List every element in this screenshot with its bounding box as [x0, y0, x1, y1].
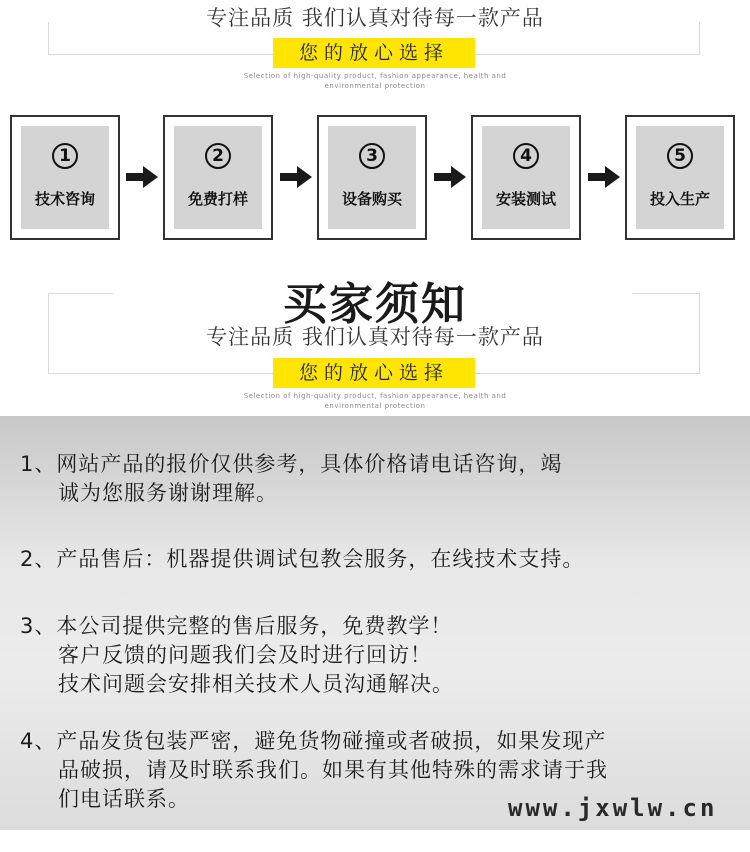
process-step-1 — [10, 115, 120, 240]
note-item-1 — [20, 450, 720, 508]
note-line: 技术问题会安排相关技术人员沟通解决。 — [58, 672, 454, 696]
step-label: 投入生产 — [649, 190, 710, 208]
notice-badge: 您的放心选择 — [273, 358, 475, 388]
process-step-panel — [482, 126, 570, 229]
step-label: 安装测试 — [495, 190, 556, 208]
arrow-right-icon — [588, 165, 620, 189]
note-item-3 — [20, 612, 720, 699]
note-item-2 — [20, 545, 720, 574]
header-badge: 您的放心选择 — [273, 38, 475, 68]
step-number-circle: 2 — [205, 143, 231, 169]
notice-tagline-line1: Selection of high-quality product, fashion appearance, health and — [243, 392, 507, 400]
step-number-circle: 3 — [359, 143, 385, 169]
process-step-panel — [636, 126, 724, 229]
arrow-right-icon — [434, 165, 466, 189]
header-tagline — [0, 71, 750, 91]
process-step-panel — [21, 126, 109, 229]
process-step-panel — [174, 126, 262, 229]
step-number-circle: 5 — [667, 143, 693, 169]
notice-subtitle: 专注品质 我们认真对待每一款产品 — [206, 325, 544, 349]
arrow-right-icon — [126, 165, 158, 189]
process-step-panel — [328, 126, 416, 229]
note-line: 客户反馈的问题我们会及时进行回访！ — [58, 643, 432, 667]
note-line: 3、本公司提供完整的售后服务，免费教学！ — [20, 614, 453, 638]
arrow-right-icon — [280, 165, 312, 189]
step-label: 技术咨询 — [34, 190, 95, 208]
step-number-circle: 1 — [52, 143, 78, 169]
process-step-5 — [625, 115, 735, 240]
process-step-3 — [317, 115, 427, 240]
notice-title: 买家须知 — [283, 279, 467, 330]
step-number-circle: 4 — [513, 143, 539, 169]
step-label: 免费打样 — [187, 190, 248, 208]
header-tagline-line1: Selection of high-quality product, fashion appearance, health and — [243, 72, 507, 80]
website-url[interactable]: www.jxwlw.cn — [508, 794, 718, 822]
notice-tagline-line2: environmental protection — [324, 402, 426, 410]
process-step-4 — [471, 115, 581, 240]
note-line: 4、产品发货包装严密，避免货物碰撞或者破损，如果发现产 — [20, 729, 607, 753]
process-step-2 — [163, 115, 273, 240]
header-tagline-line2: environmental protection — [324, 82, 426, 90]
notice-tagline — [0, 391, 750, 411]
note-line: 1、网站产品的报价仅供参考，具体价格请电话咨询，竭 — [20, 452, 563, 476]
note-line: 品破损，请及时联系我们。如果有其他特殊的需求请于我 — [58, 758, 608, 782]
header-subtitle: 专注品质 我们认真对待每一款产品 — [206, 6, 544, 30]
note-line: 2、产品售后：机器提供调试包教会服务，在线技术支持。 — [20, 547, 585, 571]
note-line: 们电话联系。 — [58, 787, 190, 811]
note-line: 诚为您服务谢谢理解。 — [58, 481, 278, 505]
step-label: 设备购买 — [341, 190, 402, 208]
